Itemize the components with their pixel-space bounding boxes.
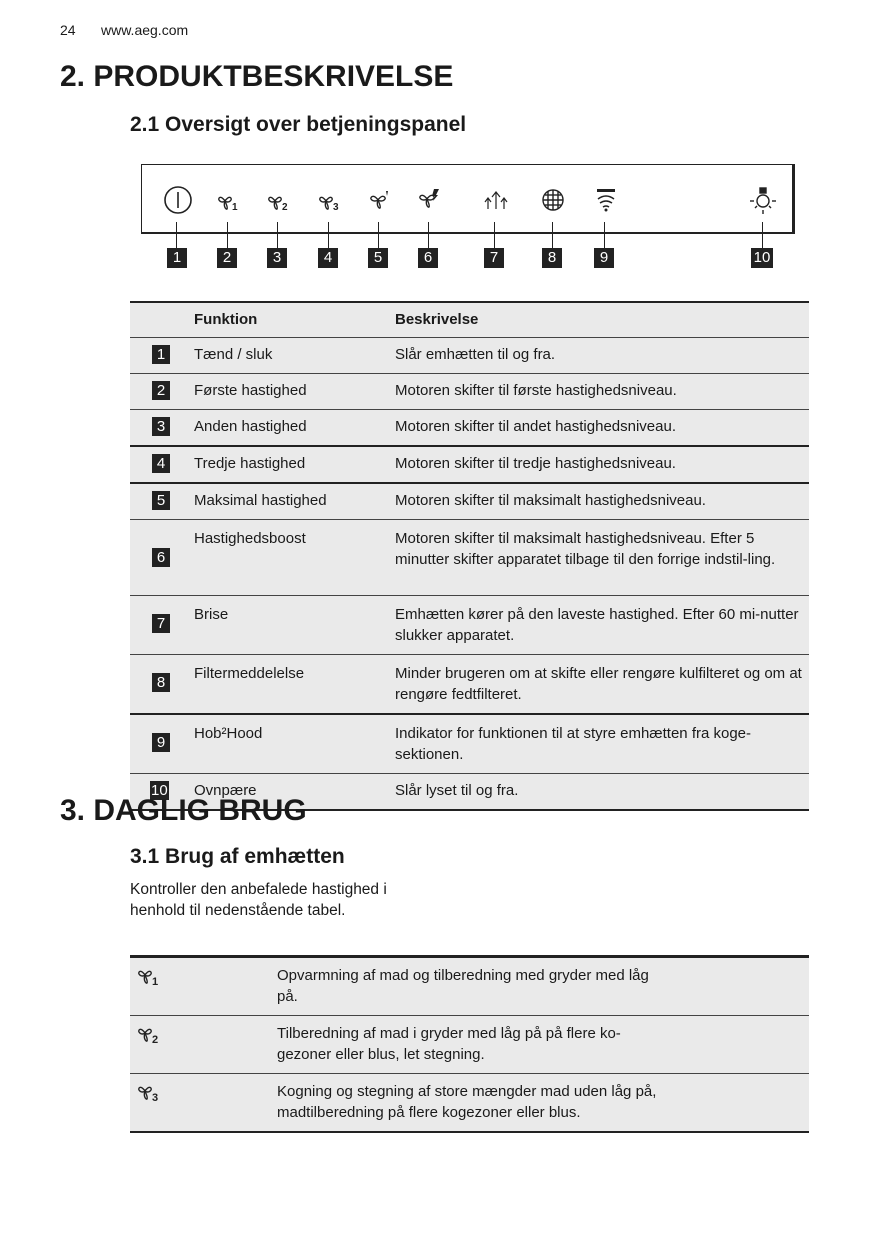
callout-1: 1 (167, 248, 187, 268)
callout-5: 5 (368, 248, 388, 268)
row-number: 3 (152, 417, 170, 436)
table-row (130, 655, 809, 715)
table-row (130, 596, 809, 655)
fan-speed-3-icon (136, 1081, 162, 1105)
row-number: 2 (152, 381, 170, 400)
fan-boost-icon (416, 187, 442, 213)
section-3-title: 3. DAGLIG BRUG (60, 794, 307, 827)
svg-text:2: 2 (282, 202, 288, 213)
description-cell: Motoren skifter til andet hastighedsniveau. (395, 410, 809, 447)
fan-speed-3-icon (318, 191, 342, 213)
function-table (130, 301, 809, 811)
fan-max-speed-icon (367, 189, 391, 213)
callout-4: 4 (318, 248, 338, 268)
row-number: 10 (151, 782, 168, 799)
function-cell: Maksimal hastighed (194, 483, 395, 520)
callout-2: 2 (217, 248, 237, 268)
description-cell: Motoren skifter til maksimalt hastighedsniveau. Efter 5 minutter skifter apparatet tilbage til den forrige indstil-ling. (395, 520, 809, 596)
table-row (130, 446, 809, 483)
table-row (130, 338, 809, 374)
table-row (130, 410, 809, 447)
function-cell: Ovnpære (194, 774, 395, 811)
description-cell: Slår lyset til og fra. (395, 774, 809, 811)
row-number: 1 (152, 345, 170, 364)
fan-speed-1-icon (217, 191, 241, 213)
section-3-subtitle: 3.1 Brug af emhætten (130, 845, 345, 868)
function-cell: Anden hastighed (194, 410, 395, 447)
section-2-subtitle: 2.1 Oversigt over betjeningspanel (130, 113, 467, 136)
table-row (130, 520, 809, 596)
description-cell: Motoren skifter til tredje hastighedsniveau. (395, 446, 809, 483)
light-icon (748, 186, 778, 216)
description-cell: Indikator for funktionen til at styre emhætten fra koge-sektionen. (395, 714, 809, 774)
function-cell: Hastighedsboost (194, 520, 395, 596)
function-header: Funktion (194, 302, 395, 338)
svg-text:3: 3 (333, 202, 339, 213)
site-url[interactable]: www.aeg.com (101, 22, 189, 38)
page-number: 24 (60, 22, 76, 38)
breeze-icon (483, 187, 509, 211)
description-cell: Minder brugeren om at skifte eller rengøre kulfilteret og om at rengøre fedtfilteret. (395, 655, 809, 715)
function-cell: Tænd / sluk (194, 338, 395, 374)
callout-3: 3 (267, 248, 287, 268)
row-number: 6 (152, 548, 170, 567)
fan-speed-1-icon (136, 965, 162, 989)
section-2-title: 2. PRODUKTBESKRIVELSE (60, 60, 454, 93)
row-number: 5 (152, 491, 170, 510)
callout-9: 9 (594, 248, 614, 268)
filter-icon (540, 187, 566, 213)
description-header: Beskrivelse (395, 302, 809, 338)
row-number: 4 (152, 454, 170, 473)
table-row (130, 714, 809, 774)
function-cell: Første hastighed (194, 374, 395, 410)
table-row (130, 374, 809, 410)
callout-6: 6 (418, 248, 438, 268)
speed-digit: 1 (152, 976, 159, 988)
function-cell: Hob²Hood (194, 714, 395, 774)
callout-7: 7 (484, 248, 504, 268)
description-cell: Motoren skifter til første hastighedsniveau. (395, 374, 809, 410)
row-number: 7 (152, 614, 170, 633)
intro-text: Kontroller den anbefalede hastighed i henhold til nedenstående tabel. (130, 881, 387, 919)
description-cell: Slår emhætten til og fra. (395, 338, 809, 374)
speed-description: Kogning og stegning af store mængder mad uden låg på, madtilberedning på flere kogezoner eller blus. (277, 1074, 809, 1133)
speed-description: Opvarmning af mad og tilberedning med gryder med låg på. (277, 957, 809, 1016)
function-cell: Brise (194, 596, 395, 655)
function-cell: Filtermeddelelse (194, 655, 395, 715)
svg-text:1: 1 (232, 202, 238, 213)
fan-speed-2-icon (267, 191, 291, 213)
fan-speed-2-icon (136, 1023, 162, 1047)
description-cell: Motoren skifter til maksimalt hastighedsniveau. (395, 483, 809, 520)
description-cell: Emhætten kører på den laveste hastighed. Efter 60 mi-nutter slukker apparatet. (395, 596, 809, 655)
row-number: 8 (152, 673, 170, 692)
hob2hood-icon (594, 187, 618, 213)
row-number: 9 (152, 733, 170, 752)
table-row (130, 1074, 809, 1133)
speed-digit: 2 (152, 1034, 159, 1046)
table-row (130, 483, 809, 520)
table-row (130, 957, 809, 1016)
speed-digit: 3 (152, 1092, 159, 1104)
table-row (130, 1016, 809, 1074)
callout-10: 10 (751, 248, 773, 268)
power-icon (163, 185, 193, 215)
control-panel (141, 164, 795, 234)
speed-description: Tilberedning af mad i gryder med låg på på flere ko-gezoner eller blus, let stegning. (277, 1016, 809, 1074)
speed-table (130, 955, 809, 1133)
callout-8: 8 (542, 248, 562, 268)
function-cell: Tredje hastighed (194, 446, 395, 483)
